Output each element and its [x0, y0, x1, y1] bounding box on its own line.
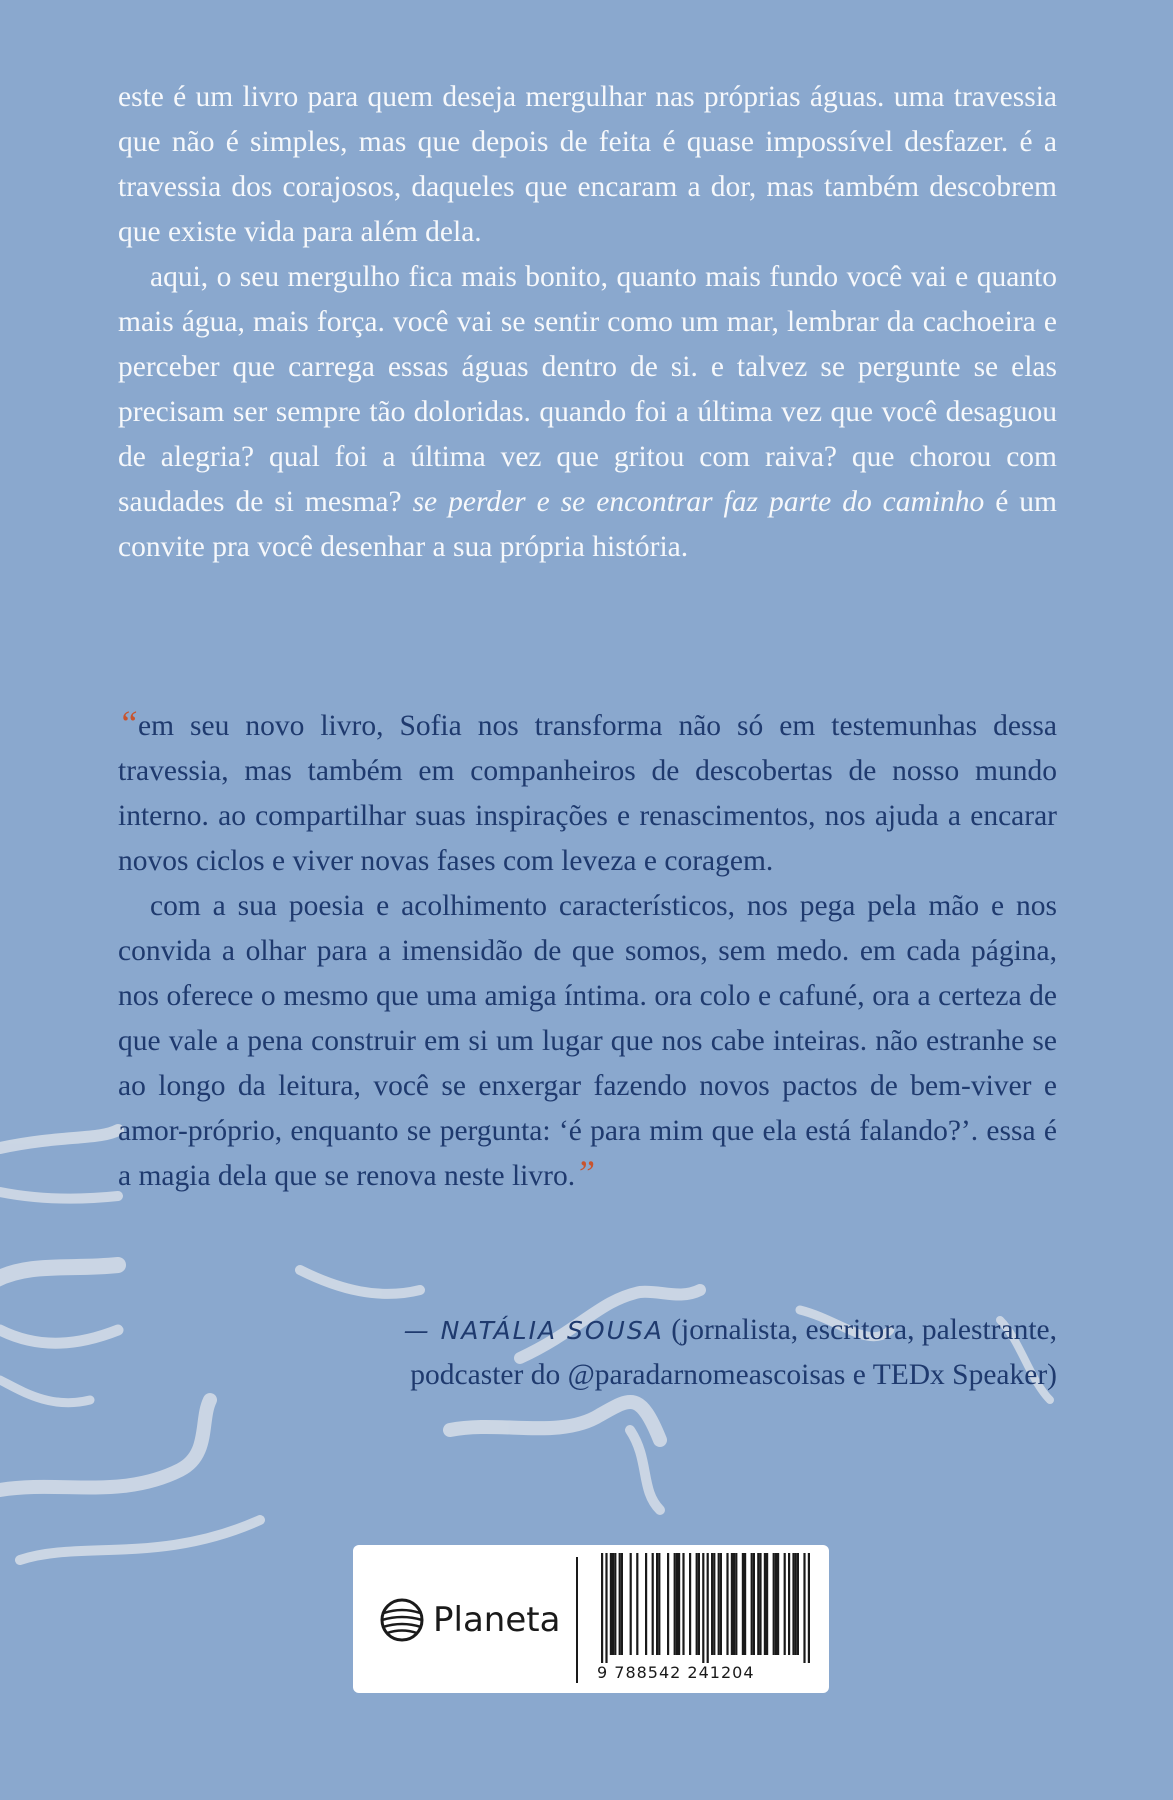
- barcode-bar: [702, 1553, 704, 1663]
- barcode-bar: [775, 1553, 777, 1655]
- barcode-bar: [764, 1553, 766, 1655]
- review-paragraph-2: [118, 884, 1057, 1199]
- barcode-bar: [718, 1553, 720, 1655]
- barcode-bar: [652, 1553, 654, 1655]
- brush-stroke: [0, 1330, 118, 1343]
- barcode-bar: [726, 1553, 728, 1655]
- barcode-bar: [744, 1553, 746, 1655]
- barcode-bar: [766, 1553, 768, 1655]
- close-quote-mark: ”: [575, 1153, 596, 1193]
- barcode-bar: [614, 1553, 616, 1655]
- barcode-bar: [742, 1553, 744, 1655]
- barcode-bar: [689, 1553, 691, 1655]
- review-attribution: [118, 1308, 1057, 1398]
- barcode-bar: [630, 1553, 632, 1655]
- barcode-bar: [667, 1553, 669, 1655]
- barcode-bar: [612, 1553, 614, 1655]
- barcode-bar: [645, 1553, 647, 1655]
- review-paragraph-2-text: com a sua poesia e acolhimento característicos, nos pega pela mão e nos convida a olhar para a imensidão de que somos, sem medo. em cada página, nos oferece o mesmo que uma amiga íntima. ora colo e cafuné, ora a certeza de que vale a pena construir em si um lugar que nos cabe inteiras. não estranhe se ao longo da leitura, você se enxergar fazendo novos pactos de bem-viver e amor-próprio, enquanto se pergunta: ‘é para mim que ela está falando?’. essa é a magia dela que se renova neste livro.: [118, 890, 1057, 1192]
- barcode-bar: [733, 1553, 735, 1655]
- barcode-bar: [610, 1553, 612, 1655]
- barcode-bar: [784, 1553, 786, 1655]
- barcode-bar: [713, 1553, 715, 1655]
- synopsis-text-segment: aqui, o seu mergulho fica mais bonito, quanto mais fundo você vai e quanto mais água, mais força. você vai se sentir como um mar, lembrar da cachoeira e perceber que carrega essas águas dentro de si. e talvez se pergunte se elas precisam ser sempre tão doloridas. quando foi a última vez que você desaguou de alegria? qual foi a última vez que gritou com raiva? que chorou com saudades de si mesma?: [118, 261, 1057, 518]
- barcode-bar: [759, 1553, 761, 1655]
- barcode-bar: [636, 1553, 638, 1655]
- isbn-digits: 9 788542 241204: [597, 1663, 755, 1682]
- publisher-logo: [379, 1595, 560, 1645]
- attribution-line-2: podcaster do @paradarnomeascoisas e TEDx Speaker): [410, 1359, 1057, 1391]
- synopsis-paragraph-1: [118, 75, 1057, 255]
- barcode-bar: [621, 1553, 623, 1655]
- attribution-line-1: [118, 1308, 1057, 1353]
- synopsis-text-segment: este é um livro para quem deseja mergulhar nas próprias águas. uma travessia que não é simples, mas que depois de feita é quase impossível desfazer. é a travessia dos corajosos, daqueles que encaram a dor, mas também descobrem que existe vida para além dela.: [118, 81, 1057, 248]
- brush-stroke: [0, 1130, 118, 1148]
- synopsis-text: [118, 75, 1057, 570]
- book-title-italic: se perder e se encontrar faz parte do caminho: [412, 486, 985, 518]
- open-quote-mark: “: [118, 703, 139, 743]
- synopsis-text-segment: é um convite pra você desenhar a sua própria história.: [118, 486, 1057, 563]
- barcode-bar: [735, 1553, 737, 1655]
- synopsis-paragraph-2: [118, 255, 1057, 570]
- barcode-bar: [658, 1553, 660, 1655]
- brush-stroke: [0, 1192, 118, 1199]
- barcode-bars: [593, 1545, 823, 1663]
- barcode-bar: [682, 1553, 684, 1655]
- author-roles: (jornalista, escritora, palestrante,: [663, 1314, 1057, 1346]
- barcode-bar: [698, 1553, 700, 1655]
- barcode-bar: [674, 1553, 676, 1655]
- brush-stroke: [0, 1380, 90, 1403]
- barcode-bar: [731, 1553, 733, 1655]
- review-paragraph-1-text: em seu novo livro, Sofia nos transforma não só em testemunhas dessa travessia, mas também em companheiros de descobertas de nosso mundo interno. ao compartilhar suas inspirações e renascimentos, nos ajuda a encarar novos ciclos e viver novas fases com leveza e coragem.: [118, 710, 1057, 877]
- barcode-bar: [678, 1553, 680, 1655]
- barcode-bar: [808, 1553, 810, 1663]
- globe-icon: [379, 1597, 425, 1643]
- publisher-name: Planeta: [433, 1600, 561, 1640]
- brush-stroke: [0, 1265, 118, 1280]
- review-paragraph-1: [118, 704, 1057, 884]
- barcode-bar: [788, 1553, 790, 1655]
- brush-stroke: [300, 1270, 420, 1294]
- barcode-bar: [777, 1553, 779, 1655]
- brush-stroke: [0, 1400, 210, 1490]
- barcode-bar: [795, 1553, 797, 1655]
- author-dash: —: [403, 1316, 441, 1345]
- barcode-bar: [720, 1553, 722, 1655]
- barcode-bar: [601, 1553, 603, 1663]
- barcode-bar: [676, 1553, 678, 1655]
- barcode-bar: [797, 1553, 799, 1655]
- barcode-bar: [605, 1553, 607, 1663]
- barcode-bar: [757, 1553, 759, 1655]
- review-quote: [118, 704, 1057, 1199]
- barcode-bar: [751, 1553, 753, 1655]
- author-name: NATÁLIA SOUSA: [440, 1316, 664, 1345]
- barcode-panel: [353, 1545, 829, 1693]
- barcode-bar: [656, 1553, 658, 1655]
- barcode-bar: [696, 1553, 698, 1655]
- barcode-bar: [773, 1553, 775, 1655]
- brush-stroke: [20, 1520, 260, 1560]
- panel-divider: [576, 1557, 578, 1683]
- barcode-bar: [792, 1553, 794, 1655]
- barcode-bar: [711, 1553, 713, 1655]
- barcode-bar: [753, 1553, 755, 1655]
- barcode-bar: [803, 1553, 805, 1663]
- barcode-bar: [707, 1553, 709, 1663]
- barcode-bar: [619, 1553, 621, 1655]
